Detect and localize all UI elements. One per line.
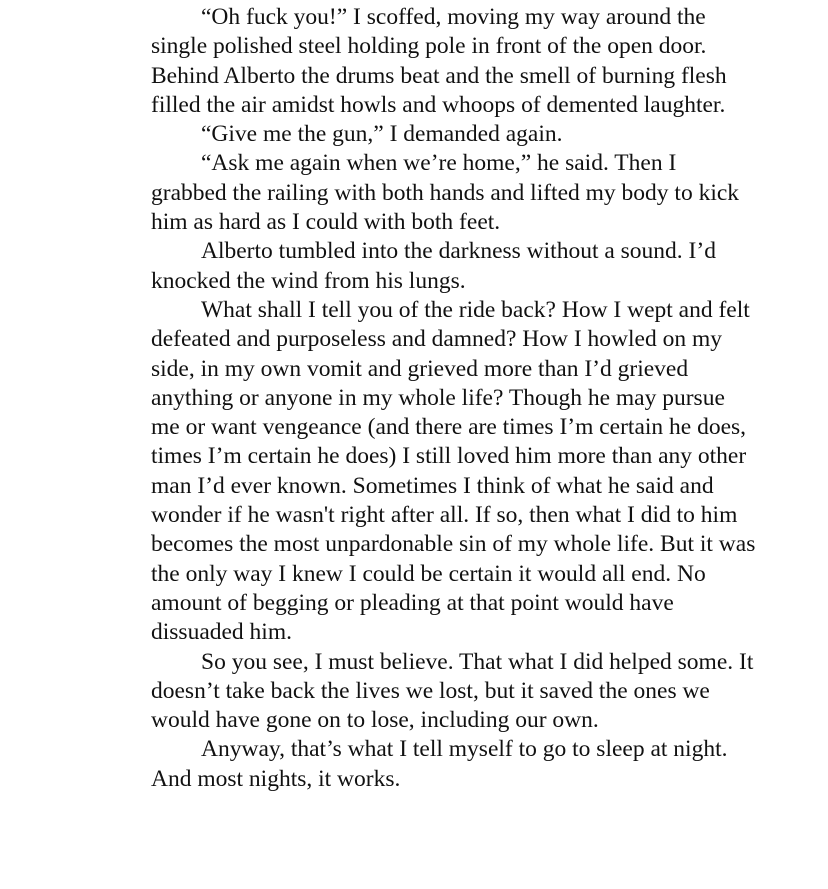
paragraph: So you see, I must believe. That what I did helped some. It doesn’t take back the lives we lost, but it saved the ones we would have gone on to lose, including our own.: [151, 648, 754, 734]
paragraph: Alberto tumbled into the darkness without a sound. I’d knocked the wind from his lungs.: [151, 238, 716, 294]
paragraph: “Oh fuck you!” I scoffed, moving my way around the single polished steel holding pole in front of the open door. Behind Alberto the drums beat and the smell of burning flesh filled the air amidst howls and whoops of demented laughter.: [151, 4, 727, 118]
paragraph: “Give me the gun,” I demanded again.: [201, 121, 563, 148]
body-text: [151, 3, 757, 794]
paragraph: Anyway, that’s what I tell myself to go to sleep at night. And most nights, it works.: [151, 736, 728, 792]
paragraph: “Ask me again when we’re home,” he said. Then I grabbed the railing with both hands and lifted my body to kick him as hard as I could with both feet.: [151, 150, 740, 236]
paragraph: What shall I tell you of the ride back? How I wept and felt defeated and purposeless and damned? How I howled on my side, in my own vomit and grieved more than I’d grieved anything or anyone in my whole life? Though he may pursue me or want vengeance (and there are times I’m certain he does, times I’m certain he does) I still loved him more than any other man I’d ever known. Sometimes I think of what he said and wonder if he wasn't right after all. If so, then what I did to him becomes the most unpardonable sin of my whole life. But it was the only way I knew I could be certain it would all end. No amount of begging or pleading at that point would have dissuaded him.: [151, 296, 756, 646]
